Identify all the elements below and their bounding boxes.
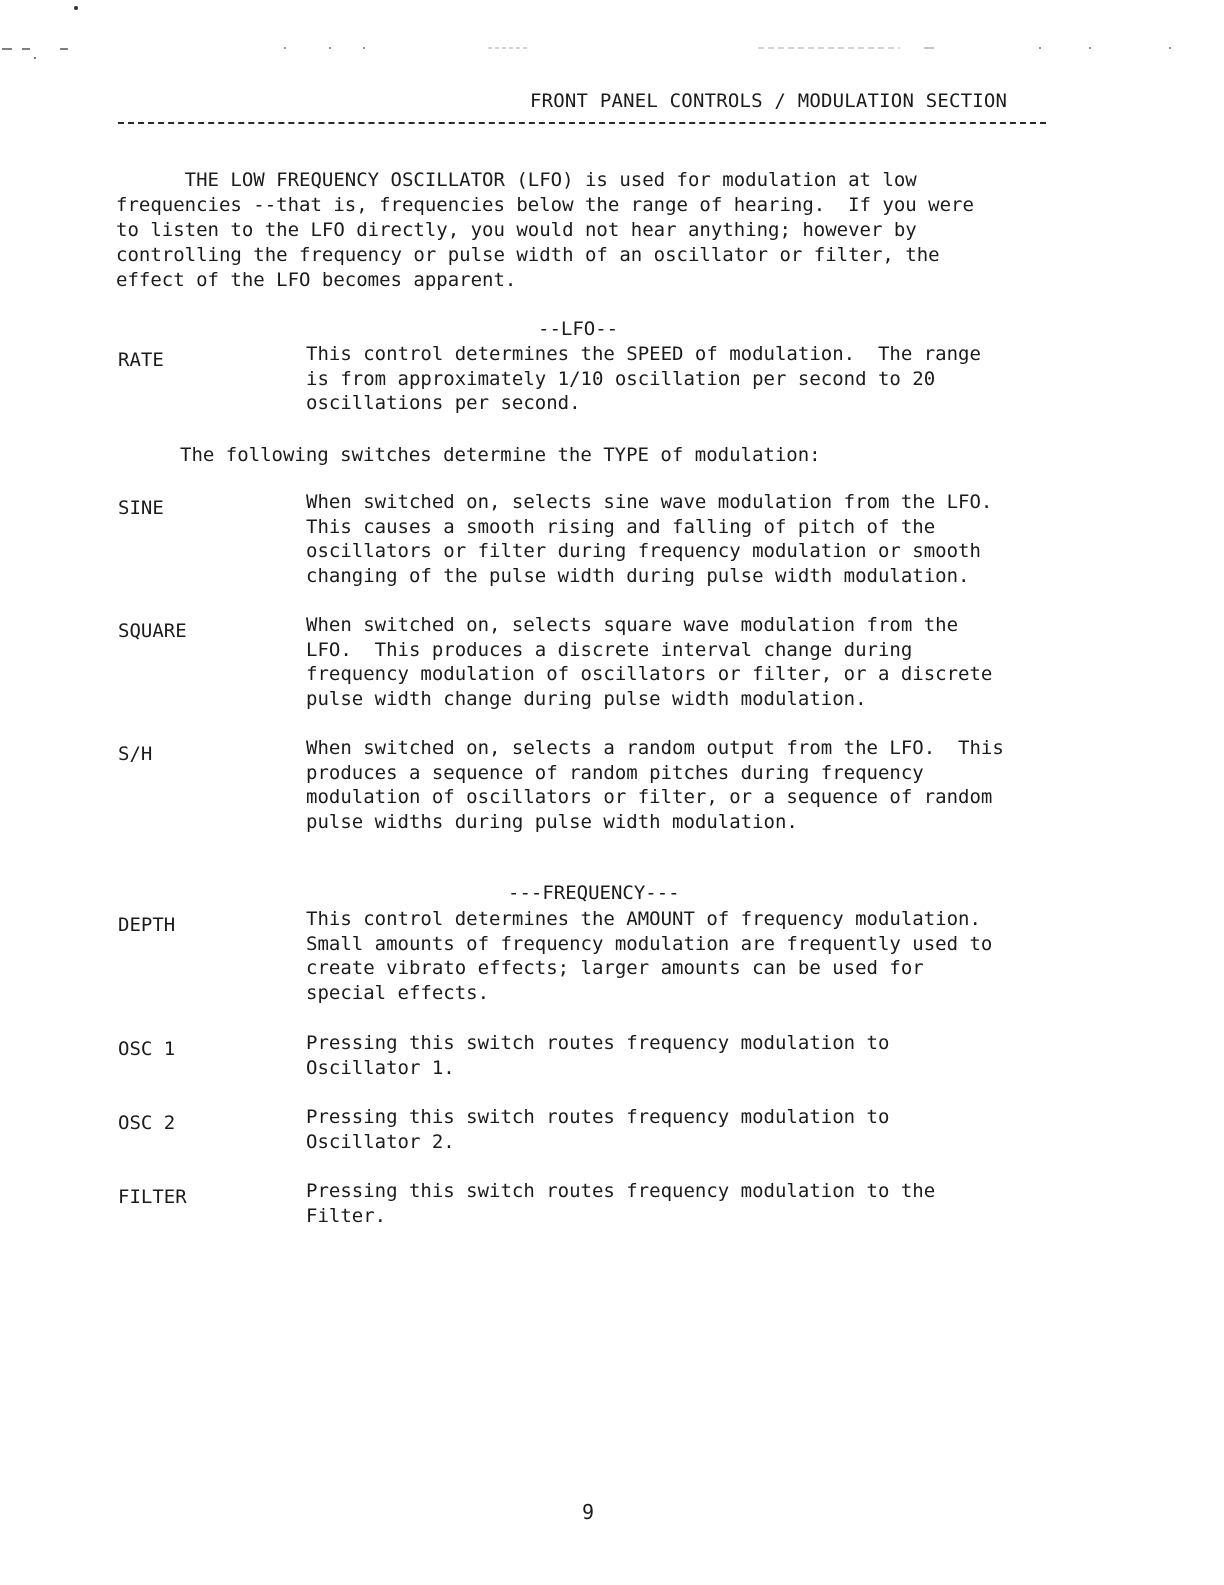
description-filter: Pressing this switch routes frequency modulation to the Filter. — [306, 1180, 936, 1227]
term-rate: RATE — [118, 349, 164, 371]
scan-artifacts — [0, 0, 1224, 60]
description-sine: When switched on, selects sine wave modulation from the LFO. This causes a smooth rising and falling of pitch of the oscillators or filter during frequency modulation or smooth changing of the pulse width during pulse width modulation. — [306, 491, 993, 587]
term-sample-hold: S/H — [118, 743, 153, 765]
page-header-title: FRONT PANEL CONTROLS / MODULATION SECTION — [530, 90, 1008, 112]
description-osc-1: Pressing this switch routes frequency modulation to Oscillator 1. — [306, 1032, 890, 1079]
description-osc-2: Pressing this switch routes frequency modulation to Oscillator 2. — [306, 1106, 890, 1153]
term-depth: DEPTH — [118, 914, 176, 936]
term-osc-1: OSC 1 — [118, 1038, 176, 1060]
intro-paragraph: THE LOW FREQUENCY OSCILLATOR (LFO) is used for modulation at low frequencies --that is, frequencies below the range of hearing. If you were to listen to the LFO directly, you would not hear anything; however by controlling the frequency or pulse width of an oscillator or filter, the effect of the LFO becomes apparent. — [116, 169, 974, 291]
page-number: 9 — [582, 1500, 595, 1524]
term-sine: SINE — [118, 497, 164, 519]
term-filter: FILTER — [118, 1186, 187, 1208]
description-depth: This control determines the AMOUNT of frequency modulation. Small amounts of frequency modulation are frequently used to create vibrato effects; larger amounts can be used for special effects. — [306, 908, 993, 1004]
description-sample-hold: When switched on, selects a random output from the LFO. This produces a sequence of random pitches during frequency modulation of oscillators or filter, or a sequence of random pulse widths during pulse width modulation. — [306, 737, 1004, 833]
type-intro-text: The following switches determine the TYPE of modulation: — [180, 444, 821, 466]
term-osc-2: OSC 2 — [118, 1112, 176, 1134]
frequency-section-title: ---FREQUENCY--- — [508, 882, 680, 904]
lfo-section-title: --LFO-- — [538, 318, 619, 340]
term-square: SQUARE — [118, 620, 187, 642]
header-divider — [118, 122, 1046, 128]
description-square: When switched on, selects square wave modulation from the LFO. This produces a discrete interval change during frequency modulation of oscillators or filter, or a discrete pulse width change during pulse width modulation. — [306, 614, 993, 710]
description-rate: This control determines the SPEED of modulation. The range is from approximately 1/10 oscillation per second to 20 oscillations per second. — [306, 343, 981, 414]
